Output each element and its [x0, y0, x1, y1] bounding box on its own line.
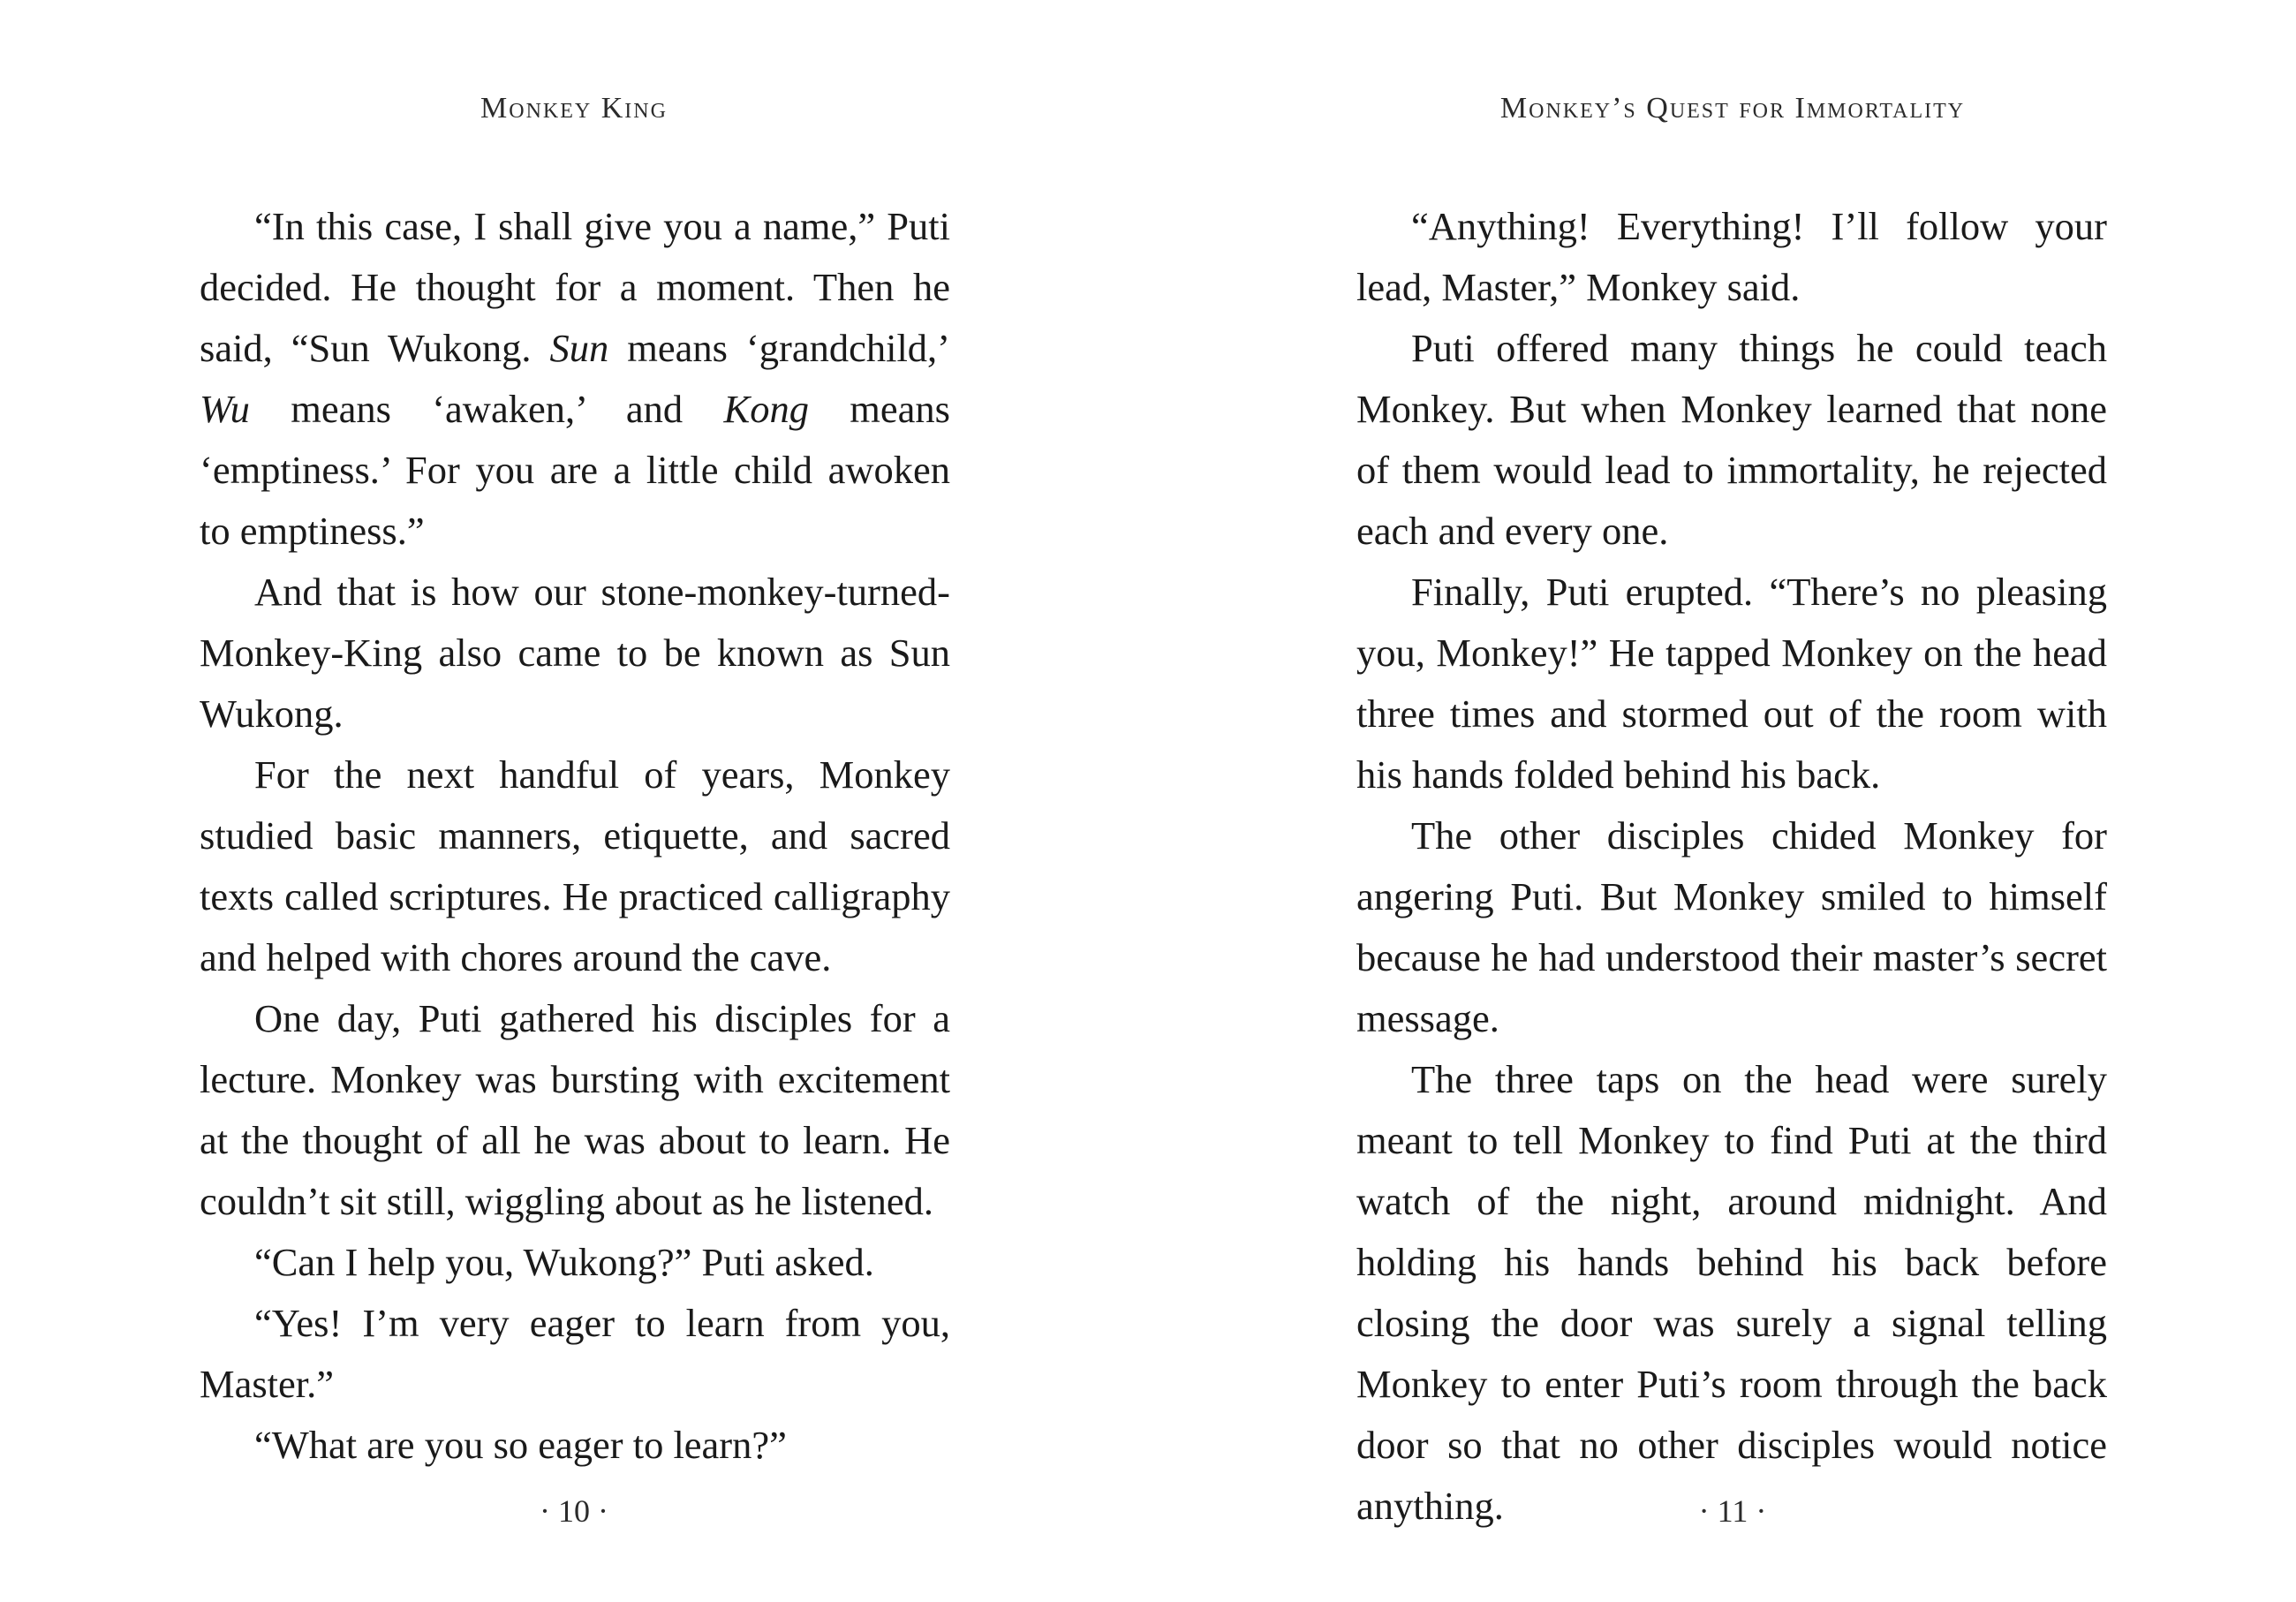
- italic-word: Sun: [549, 326, 609, 370]
- running-head-right: Monkey’s Quest for Immortality: [1499, 92, 1966, 125]
- paragraph: For the next handful of years, Monkey studied basic manners, etiquette, and sacred texts called scriptures. He practiced calligraphy and helped with chores around the cave.: [200, 752, 950, 979]
- italic-word: Kong: [723, 387, 809, 431]
- paragraph: “Yes! I’m very eager to learn from you, Master.”: [200, 1301, 950, 1406]
- paragraph: [200, 196, 950, 562]
- running-head-left: Monkey King: [480, 92, 668, 125]
- italic-word: Wu: [200, 387, 250, 431]
- right-page: [1148, 0, 2296, 1602]
- paragraph: “Can I help you, Wukong?” Puti asked.: [254, 1240, 874, 1284]
- page-number-left: · 10 ·: [540, 1493, 608, 1529]
- paragraph: “What are you so eager to learn?”: [254, 1423, 787, 1467]
- page-number-right: · 11 ·: [1698, 1493, 1767, 1529]
- text-run: means ‘emptiness.’ For you are a little child awoken to emptiness.”: [200, 387, 950, 553]
- text-run: “In this case, I shall give you a name,” Puti decided. He thought for a moment. Then he said, “Sun Wukong.: [200, 204, 950, 370]
- text-run: means ‘awaken,’ and: [249, 387, 724, 431]
- paragraph: The three taps on the head were surely meant to tell Monkey to find Puti at the third watch of the night, around midnight. And holding his hands behind his back before closing the door was surely a signal telling Monkey to enter Puti’s room through the back door so that no other disciples would notice anything.: [1356, 1057, 2107, 1528]
- paragraph: One day, Puti gathered his disciples for a lecture. Monkey was bursting with excitement at the thought of all he was about to learn. He couldn’t sit still, wiggling about as he listened.: [200, 996, 950, 1223]
- body-text-right: [1356, 196, 2107, 1537]
- body-text-left: [200, 196, 950, 1476]
- paragraph: “Anything! Everything! I’ll follow your lead, Master,” Monkey said.: [1356, 204, 2107, 309]
- paragraph: Puti offered many things he could teach Monkey. But when Monkey learned that none of them would lead to immortality, he rejected each and every one.: [1356, 326, 2107, 553]
- paragraph: The other disciples chided Monkey for angering Puti. But Monkey smiled to himself because he had understood their master’s secret message.: [1356, 813, 2107, 1040]
- paragraph: And that is how our stone-monkey-turned-Monkey-King also came to be known as Sun Wukong.: [200, 570, 950, 736]
- text-run: means ‘grandchild,’: [608, 326, 950, 370]
- paragraph: Finally, Puti erupted. “There’s no pleasing you, Monkey!” He tapped Monkey on the head three times and stormed out of the room with his hands folded behind his back.: [1356, 570, 2107, 797]
